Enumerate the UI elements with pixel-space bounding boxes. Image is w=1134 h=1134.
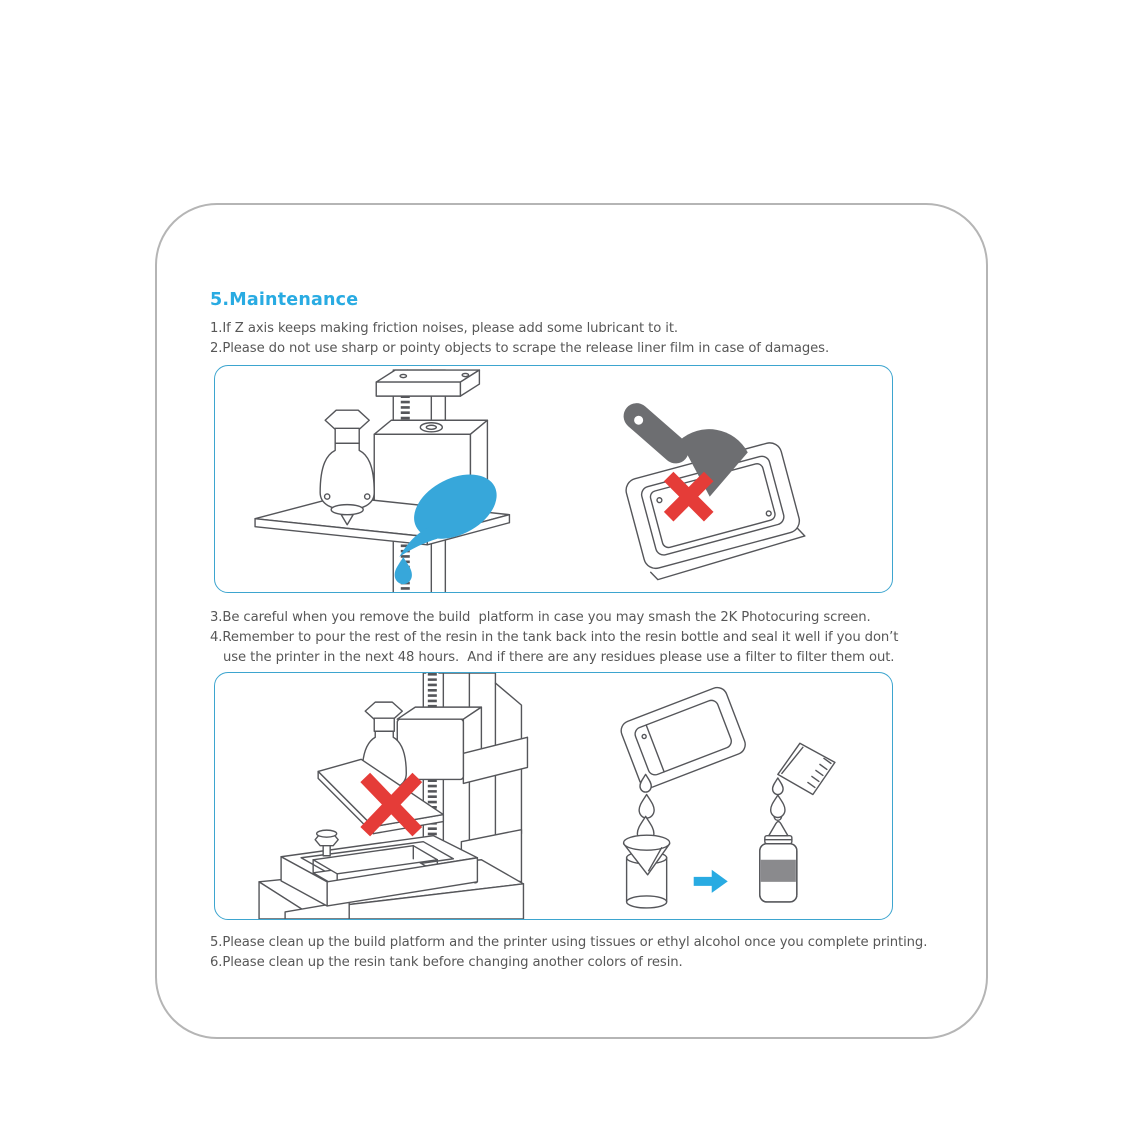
resin-bottle [760,809,797,902]
filter-funnel [624,835,670,875]
figure-1-canvas [215,366,892,592]
arrow-right-icon [694,870,728,893]
measuring-cup [778,743,835,794]
resin-tank [618,685,748,791]
figure-lubrication-scraper-warning [214,365,893,593]
figure-2-canvas [215,673,892,919]
water-drop-icon [637,774,654,842]
figure-platform-and-filtering [214,672,893,920]
instruction-3: 3.Be careful when you remove the build platform in case you may smash the 2K Photocuring screen. [210,610,871,625]
instruction-5: 5.Please clean up the build platform and the printer using tissues or ethyl alcohol once you complete printing. [210,935,928,950]
section-title: 5.Maintenance [210,290,359,310]
instruction-6: 6.Please clean up the resin tank before changing another colors of resin. [210,955,683,970]
instruction-4-line-2: use the printer in the next 48 hours. And if there are any residues please use a filter to filter them out. [223,650,895,665]
instruction-2: 2.Please do not use sharp or pointy objects to scrape the release liner film in case of damages. [210,341,830,356]
water-drop-icon [771,778,785,817]
instruction-1: 1.If Z axis keeps making friction noises, please add some lubricant to it. [210,321,678,336]
instruction-4-line-1: 4.Remember to pour the rest of the resin in the tank back into the resin bottle and seal it well if you don’t [210,630,899,645]
